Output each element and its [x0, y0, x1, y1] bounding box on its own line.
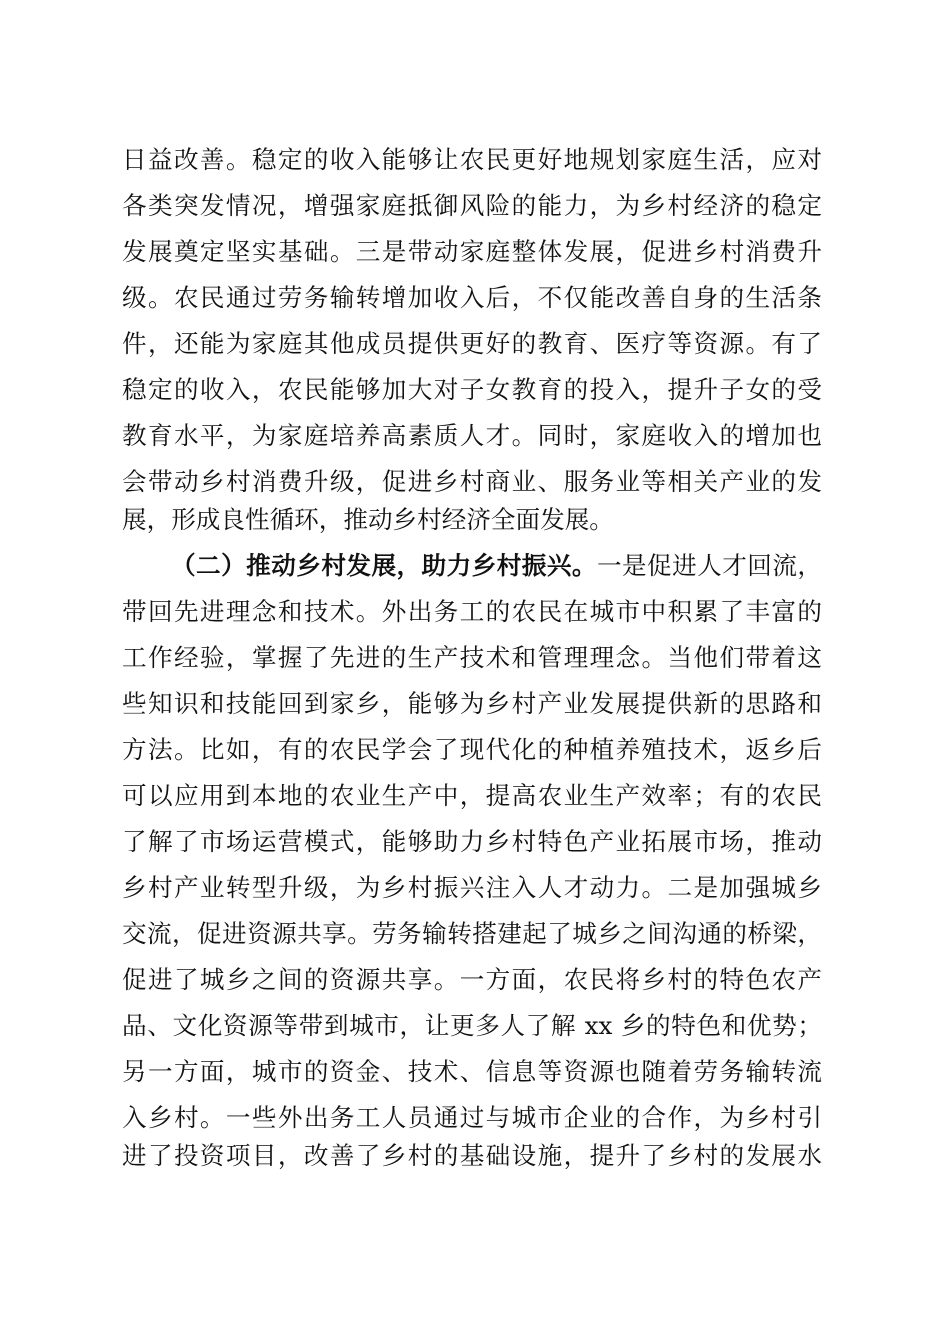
text-line: 日益改善。稳定的收入能够让农民更好地规划家庭生活，应对: [122, 145, 822, 174]
text-line: 进了投资项目，改善了乡村的基础设施，提升了乡村的发展水: [122, 1141, 822, 1170]
text-line: 件，还能为家庭其他成员提供更好的教育、医疗等资源。有了: [122, 329, 822, 358]
text-line: 稳定的收入，农民能够加大对子女教育的投入，提升子女的受: [122, 375, 822, 404]
text-line: 另一方面，城市的资金、技术、信息等资源也随着劳务输转流: [122, 1057, 822, 1086]
text-line: 交流，促进资源共享。劳务输转搭建起了城乡之间沟通的桥梁，: [122, 919, 822, 948]
text-line: 会带动乡村消费升级，促进乡村商业、服务业等相关产业的发: [122, 467, 822, 496]
text-line: 级。农民通过劳务输转增加收入后，不仅能改善自身的生活条: [122, 283, 822, 312]
section-heading-continuation: 一是促进人才回流，: [596, 551, 822, 580]
text-line: 工作经验，掌握了先进的生产技术和管理理念。当他们带着这: [122, 643, 822, 672]
section-heading-line: [171, 546, 822, 586]
text-line: 发展奠定坚实基础。三是带动家庭整体发展，促进乡村消费升: [122, 237, 822, 266]
text-line: 带回先进理念和技术。外出务工的农民在城市中积累了丰富的: [122, 597, 822, 626]
text-line: 促进了城乡之间的资源共享。一方面，农民将乡村的特色农产: [122, 965, 822, 994]
text-line: 入乡村。一些外出务工人员通过与城市企业的合作，为乡村引: [122, 1103, 822, 1132]
text-line: 可以应用到本地的农业生产中，提高农业生产效率；有的农民: [122, 781, 822, 810]
text-line: 些知识和技能回到家乡，能够为乡村产业发展提供新的思路和: [122, 689, 822, 718]
text-line: 品、文化资源等带到城市，让更多人了解 xx 乡的特色和优势；: [122, 1011, 822, 1040]
text-line: 各类突发情况，增强家庭抵御风险的能力，为乡村经济的稳定: [122, 191, 822, 220]
section-heading: （二）推动乡村发展，助力乡村振兴。: [171, 551, 597, 580]
text-line: 方法。比如，有的农民学会了现代化的种植养殖技术，返乡后: [122, 735, 822, 764]
text-line: 乡村产业转型升级，为乡村振兴注入人才动力。二是加强城乡: [122, 873, 822, 902]
text-line: 教育水平，为家庭培养高素质人才。同时，家庭收入的增加也: [122, 421, 822, 450]
text-line: 了解了市场运营模式，能够助力乡村特色产业拓展市场，推动: [122, 827, 822, 856]
text-line: 展，形成良性循环，推动乡村经济全面发展。: [122, 505, 614, 534]
